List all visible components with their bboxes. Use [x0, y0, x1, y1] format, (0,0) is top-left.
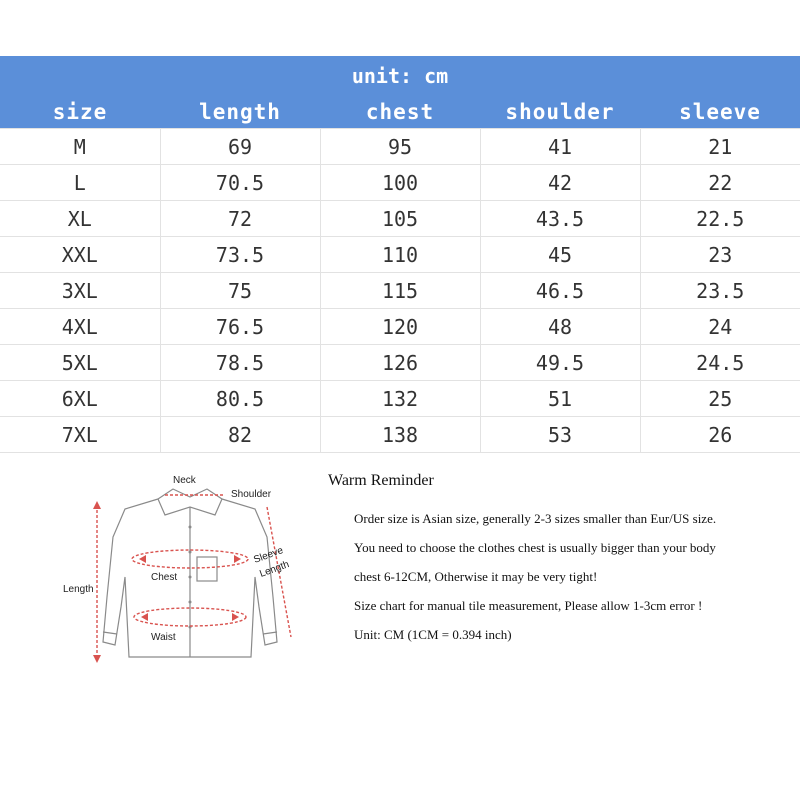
table-row — [0, 417, 800, 453]
label-shoulder: Shoulder — [231, 489, 272, 500]
label-waist: Waist — [151, 632, 176, 643]
lower-section — [0, 457, 800, 800]
cell-length: 78.5 — [160, 345, 320, 381]
cell-size: 5XL — [0, 345, 160, 381]
cell-sleeve: 21 — [640, 129, 800, 165]
header-shoulder: shoulder — [480, 96, 640, 129]
cell-shoulder: 53 — [480, 417, 640, 453]
cell-sleeve: 23 — [640, 237, 800, 273]
cell-length: 70.5 — [160, 165, 320, 201]
header-sleeve: sleeve — [640, 96, 800, 129]
cell-length: 75 — [160, 273, 320, 309]
reminder-line: Unit: CM (1CM = 0.394 inch) — [354, 627, 512, 642]
cell-size: XL — [0, 201, 160, 237]
cell-chest: 126 — [320, 345, 480, 381]
unit-label: unit: cm — [0, 56, 800, 96]
cell-chest: 105 — [320, 201, 480, 237]
table-row — [0, 273, 800, 309]
cell-length: 72 — [160, 201, 320, 237]
reminder-line: You need to choose the clothes chest is usually bigger than your body — [354, 540, 716, 555]
header-chest: chest — [320, 96, 480, 129]
reminder-title: Warm Reminder — [328, 472, 434, 489]
label-sleeve: Sleeve — [252, 545, 285, 566]
label-neck: Neck — [173, 475, 196, 486]
cell-size: 3XL — [0, 273, 160, 309]
label-sleeve-length: Length — [258, 559, 291, 580]
cell-sleeve: 23.5 — [640, 273, 800, 309]
table-row — [0, 381, 800, 417]
header-length: length — [160, 96, 320, 129]
cell-size: XXL — [0, 237, 160, 273]
size-chart-table — [0, 56, 800, 453]
cell-length: 69 — [160, 129, 320, 165]
unit-row — [0, 56, 800, 96]
cell-chest: 138 — [320, 417, 480, 453]
warm-reminder — [328, 472, 788, 655]
label-chest: Chest — [151, 572, 178, 583]
reminder-line: Size chart for manual tile measurement, Please allow 1-3cm error ! — [354, 598, 703, 613]
cell-chest: 132 — [320, 381, 480, 417]
header-row — [0, 96, 800, 129]
cell-sleeve: 26 — [640, 417, 800, 453]
cell-chest: 95 — [320, 129, 480, 165]
cell-shoulder: 41 — [480, 129, 640, 165]
cell-sleeve: 22.5 — [640, 201, 800, 237]
cell-size: M — [0, 129, 160, 165]
cell-size: 7XL — [0, 417, 160, 453]
reminder-list — [328, 510, 788, 655]
cell-shoulder: 49.5 — [480, 345, 640, 381]
table-body — [0, 129, 800, 453]
cell-length: 73.5 — [160, 237, 320, 273]
cell-chest: 120 — [320, 309, 480, 345]
cell-shoulder: 42 — [480, 165, 640, 201]
cell-shoulder: 48 — [480, 309, 640, 345]
cell-size: 6XL — [0, 381, 160, 417]
cell-length: 76.5 — [160, 309, 320, 345]
cell-shoulder: 46.5 — [480, 273, 640, 309]
cell-size: L — [0, 165, 160, 201]
reminder-line: chest 6-12CM, Otherwise it may be very tight! — [354, 569, 598, 584]
cell-sleeve: 24.5 — [640, 345, 800, 381]
cell-shoulder: 45 — [480, 237, 640, 273]
table-row — [0, 201, 800, 237]
cell-shoulder: 51 — [480, 381, 640, 417]
table-row — [0, 309, 800, 345]
reminder-line: Order size is Asian size, generally 2-3 sizes smaller than Eur/US size. — [354, 511, 717, 526]
header-size: size — [0, 96, 160, 129]
shirt-measurement-diagram — [55, 467, 325, 672]
cell-length: 80.5 — [160, 381, 320, 417]
cell-chest: 115 — [320, 273, 480, 309]
table-row — [0, 129, 800, 165]
cell-chest: 100 — [320, 165, 480, 201]
cell-chest: 110 — [320, 237, 480, 273]
label-length: Length — [63, 584, 94, 595]
cell-sleeve: 25 — [640, 381, 800, 417]
table-row — [0, 165, 800, 201]
table-row — [0, 345, 800, 381]
cell-sleeve: 24 — [640, 309, 800, 345]
cell-length: 82 — [160, 417, 320, 453]
cell-sleeve: 22 — [640, 165, 800, 201]
cell-size: 4XL — [0, 309, 160, 345]
table-row — [0, 237, 800, 273]
cell-shoulder: 43.5 — [480, 201, 640, 237]
